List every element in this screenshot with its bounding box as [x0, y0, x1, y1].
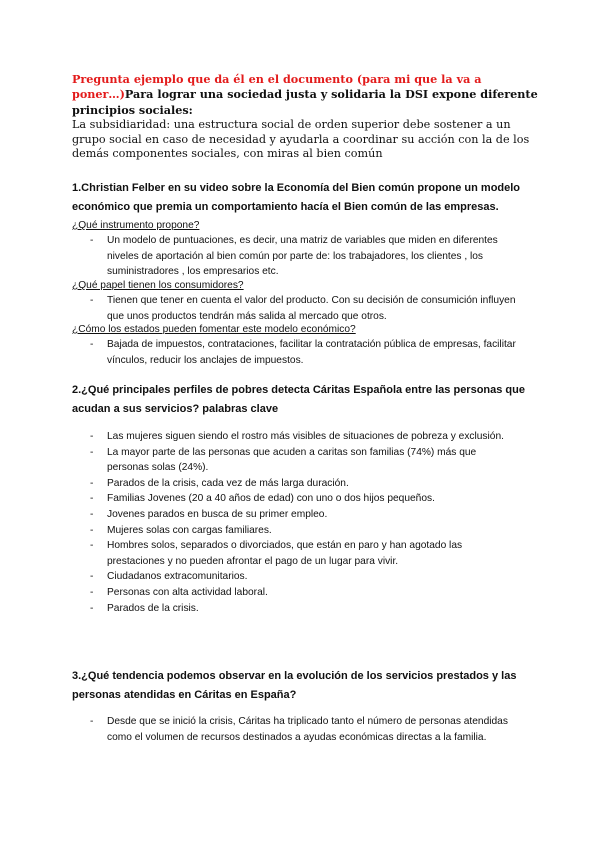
list-item: - Parados de la crisis. [90, 601, 520, 617]
list-item: - Parados de la crisis, cada vez de más larga duración. [90, 476, 520, 492]
question-2-list [90, 429, 520, 616]
question-1-sub-1: ¿Qué instrumento propone? [72, 220, 200, 231]
intro-answer: La subsidiaridad: una estructura social de orden superior debe sostener a un grupo social en caso de necesidad y ayudarla a coordinar su acción con la de los demás componentes sociales, con miras al bien común [72, 118, 530, 161]
question-1-sub-2-list [90, 293, 520, 324]
intro-red-lead: Pregunta ejemplo que da él en el documento (para mi que la va a poner…) [72, 72, 482, 102]
list-item: - Bajada de impuestos, contrataciones, facilitar la contratación pública de empresas, facilitar vínculos, reducir los anclajes de impuestos. [90, 337, 520, 368]
question-1-sub-3-list [90, 337, 520, 368]
list-item: - Tienen que tener en cuenta el valor del producto. Con su decisión de consumición influyen que unos productos tendrán más salida al mercado que otros. [90, 293, 520, 324]
list-item: - Jovenes parados en busca de su primer empleo. [90, 507, 520, 523]
question-2-title: 2.¿Qué principales perfiles de pobres detecta Cáritas Española entre las personas que acudan a sus servicios? palabras clave [72, 384, 525, 415]
list-item: - Un modelo de puntuaciones, es decir, una matriz de variables que miden en diferentes niveles de aportación al bien común por parte de: los trabajadores, los clientes , los suministradores , los empresarios etc. [90, 233, 520, 280]
question-3-title: 3.¿Qué tendencia podemos observar en la evolución de los servicios prestados y las personas atendidas en Cáritas en España? [72, 670, 517, 701]
list-item: - Las mujeres siguen siendo el rostro más visibles de situaciones de pobreza y exclusión. [90, 429, 520, 445]
question-3-list [90, 714, 520, 745]
question-1-title: 1.Christian Felber en su video sobre la Economía del Bien común propone un modelo económico que premia un comportamiento hacía el Bien común de las empresas. [72, 182, 521, 213]
list-item: - Ciudadanos extracomunitarios. [90, 569, 520, 585]
list-item: - Mujeres solas con cargas familiares. [90, 523, 520, 539]
list-item: - La mayor parte de las personas que acuden a caritas son familias (74%) más que personas solas (24%). [90, 445, 520, 476]
question-1-sub-1-list [90, 233, 520, 280]
list-item: - Personas con alta actividad laboral. [90, 585, 520, 601]
question-1-sub-2: ¿Qué papel tienen los consumidores? [72, 280, 244, 291]
intro-question: Para lograr una sociedad justa y solidaria la DSI expone diferente principios sociales: [72, 87, 538, 117]
list-item: - Hombres solos, separados o divorciados, que están en paro y han agotado las prestaciones y no pueden afrontar el pago de un lugar para vivir. [90, 538, 520, 569]
list-item: - Desde que se inició la crisis, Cáritas ha triplicado tanto el número de personas atendidas como el volumen de recursos destinados a ayudas económicas directas a la familia. [90, 714, 520, 745]
question-1-sub-3: ¿Cómo los estados pueden fomentar este modelo económico? [72, 324, 356, 335]
intro-block [72, 72, 542, 161]
list-item: - Familias Jovenes (20 a 40 años de edad) con uno o dos hijos pequeños. [90, 491, 520, 507]
